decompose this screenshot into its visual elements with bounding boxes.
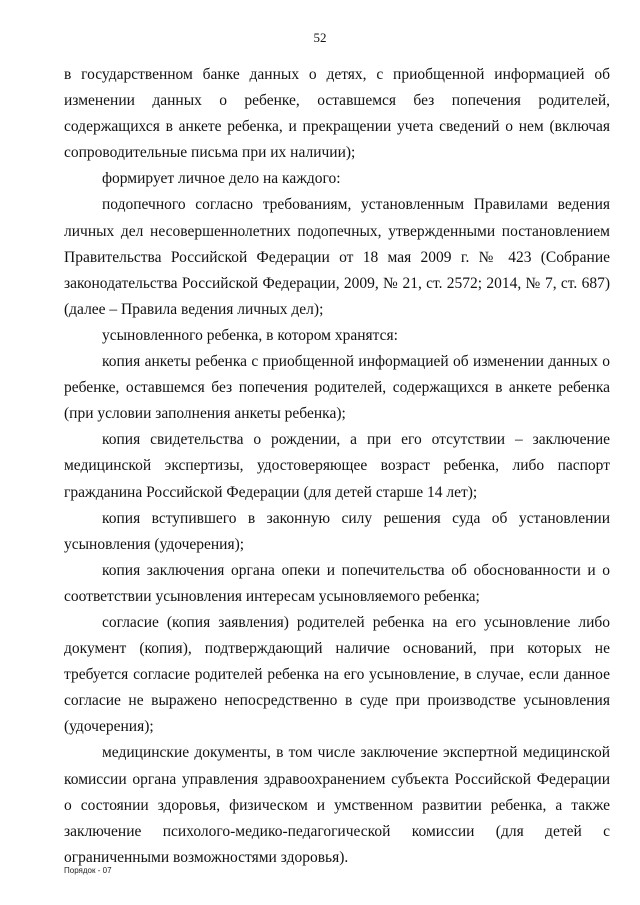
paragraph-parental-consent: согласие (копия заявления) родителей ребенка на его усыновление либо документ (копия), подтверждающий наличие оснований, при которых не требуется согласие родителей ребенка на его усыновление, в случае, если данное согласие не выражено непосредственно в суде при производстве усыновления (удочерения); xyxy=(64,613,610,736)
paragraph-adopted-child: усыновленного ребенка, в котором хранятся: xyxy=(102,326,398,344)
page-number: 52 xyxy=(313,30,327,45)
paragraph-forms-file: формирует личное дело на каждого: xyxy=(102,170,341,188)
footer-label: Порядок - 07 xyxy=(64,866,112,875)
paragraph-questionnaire-copy: копия анкеты ребенка с приобщенной информацией об изменении данных о ребенке, оставшемся без попечения родителей, содержащихся в анкете ребенка (при условии заполнения анкеты ребенка); xyxy=(64,353,610,423)
paragraph-guardianship-conclusion: копия заключения органа опеки и попечительства об обоснованности и о соответствии усыновления интересам усыновляемого ребенка; xyxy=(64,561,610,605)
paragraph-court-decision: копия вступившего в законную силу решения суда об установлении усыновления (удочерения); xyxy=(64,509,610,553)
paragraph-ward: подопечного согласно требованиям, установленным Правилами ведения личных дел несовершеннолетних подопечных, утвержденными постановлением Правительства Российской Федерации от 18 мая 2009 г. № 423 (Собрание законодательства Российской Федерации, 2009, № 21, ст. 2572; 2014, № 7, ст. 687) (далее – Правила ведения личных дел); xyxy=(64,196,610,318)
paragraph-birth-certificate: копия свидетельства о рождении, а при его отсутствии – заключение медицинской экспертизы, удостоверяющее возраст ребенка, либо паспорт гражданина Российской Федерации (для детей старше 14 лет); xyxy=(64,431,610,501)
document-body xyxy=(64,62,610,871)
paragraph-continuation: в государственном банке данных о детях, с приобщенной информацией об изменении данных о ребенке, оставшемся без попечения родителей, содержащихся в анкете ребенка, и прекращении учета сведений о нем (включая сопроводительные письма при их наличии); xyxy=(64,66,610,162)
paragraph-medical-documents: медицинские документы, в том числе заключение экспертной медицинской комиссии органа управления здравоохранением субъекта Российской Федерации о состоянии здоровья, физическом и умственном развитии ребенка, а также заключение психолого-медико-педагогической комиссии (для детей с ограниченными возможностями здоровья). xyxy=(64,744,610,866)
